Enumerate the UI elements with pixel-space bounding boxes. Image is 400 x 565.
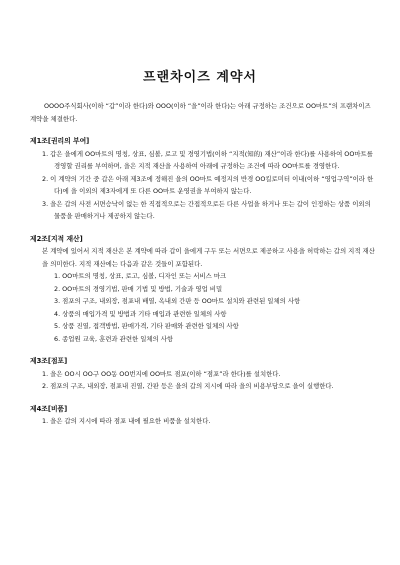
article-3-item: 2. 점포의 구조, 내외장, 점포내 진열, 간판 등은 을의 갑의 지시에 따라 을의 비용부담으로 을이 실행한다. — [42, 382, 334, 390]
article-2-item: 3. 점포의 구조, 내외장, 점포내 배열, 옥내외 간판 등 OO마트 설치와 관련된 일체의 사항 — [54, 297, 301, 305]
article-2-item: 6. 종업원 교육, 훈련과 관련한 일체의 사항 — [54, 334, 174, 343]
article-1-heading: 제1조[권리의 부여] — [30, 137, 90, 145]
article-1-item: 3. 을은 갑의 사전 서면승낙이 없는 한 직접적으로는 간접적으로든 다른 사업을 하거나 또는 갑이 인정하는 상품 이외의 물품을 판매하거나 제공하지 않는다. — [42, 199, 371, 220]
document-title: 프랜차이즈 계약서 — [143, 70, 257, 85]
article-4-item: 1. 을은 갑의 지시에 따라 점포 내에 필요한 비품을 설치한다. — [42, 417, 211, 425]
article-1-item: 2. 이 계약의 기간 중 갑은 아래 제3조에 정해진 을의 OO마트 예정지의 반경 OO킬로미터 이내(이하 “영업구역”이라 한다)에 을 이외의 제3자에게 또 다른 OO마트 운영권을 부여하지 않는다. — [42, 174, 374, 195]
article-4-heading: 제4조[비품] — [30, 404, 68, 413]
article-1-item: 1. 갑은 을에게 OO마트의 명칭, 상표, 심볼, 로고 및 경영기법(이하 “지적(知的) 재산”이라 한다)를 사용하여 OO마트를 경영할 권리를 부여하며, 을은 지적 재산을 사용하여 아래에 규정하는 조건에 따라 OO마트를 경영한다. — [42, 149, 373, 170]
article-2-item: 1. OO마트의 명칭, 상표, 로고, 심볼, 디자인 또는 서비스 마크 — [54, 272, 227, 280]
article-2-heading: 제2조[지적 재산] — [30, 234, 83, 243]
article-2-item: 4. 상품의 매입가격 및 방법과 기타 매입과 관련한 일체의 사항 — [54, 309, 227, 318]
article-2-item: 5. 상품 진열, 접객방법, 판매가격, 기타 판매와 관련한 일체의 사항 — [54, 322, 239, 330]
article-3-heading: 제3조[점포] — [30, 357, 68, 365]
article-3-item: 1. 을은 OO시 OO구 OO동 OO번지에 OO마트 점포(이하 “점포”라 한다)를 설치한다. — [42, 369, 281, 378]
intro-paragraph: OOOO주식회사(이하 “갑”이라 한다)와 OOO(이하 “을”이라 한다)는 아래 규정하는 조건으로 OO마트”의 프랜차이즈 계약을 체결한다. — [30, 102, 371, 123]
article-2-paragraph: 본 계약에 있어서 지적 재산은 본 계약에 따라 갑이 을에게 구두 또는 서면으로 제공하고 사용을 허락하는 갑의 지적 재산을 의미한다. 지적 재산에는 다음과 같은 것들이 포함된다. — [42, 247, 375, 268]
document-body — [30, 100, 375, 428]
article-2-item: 2. OO마트의 경영기법, 판매 기법 및 방법, 기술과 영업 비밀 — [54, 284, 223, 293]
